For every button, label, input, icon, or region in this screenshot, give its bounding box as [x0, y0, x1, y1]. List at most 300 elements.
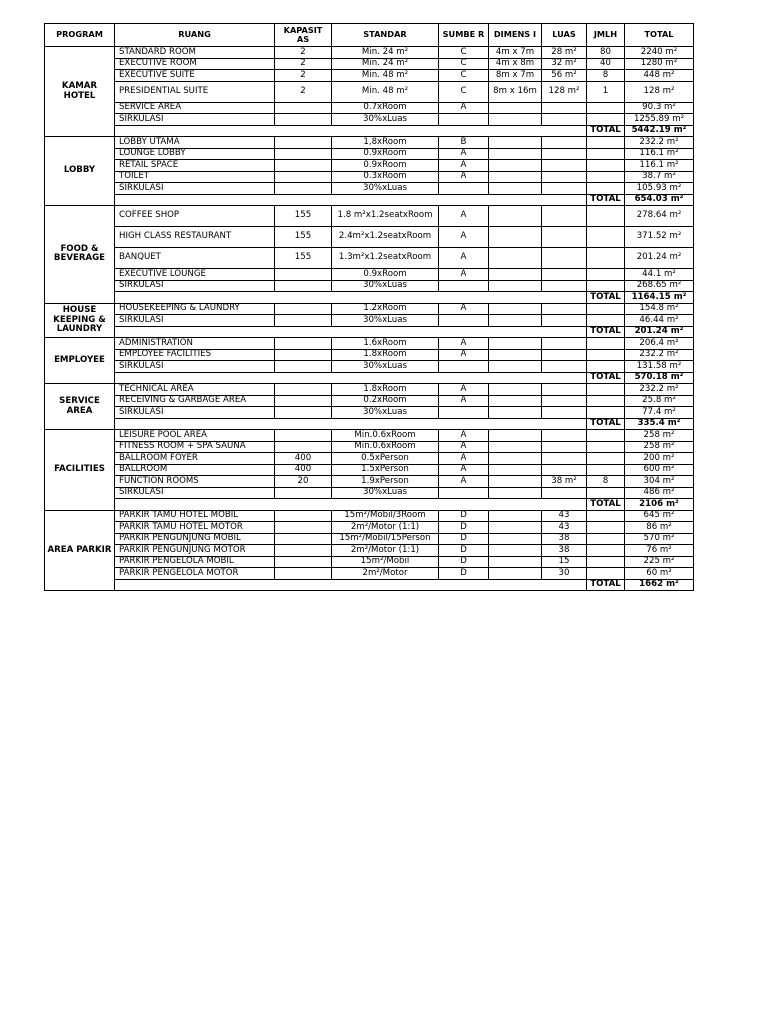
cell-kapasitas: [275, 171, 332, 183]
cell-luas: [542, 269, 587, 281]
cell-standar: 1.8xRoom: [332, 349, 439, 361]
cell-ruang: SERVICE AREA: [115, 102, 275, 114]
cell-standar: Min. 24 m²: [332, 58, 439, 70]
total-spacer: [115, 125, 587, 137]
cell-total: 201.24 m²: [625, 248, 694, 269]
cell-total: 304 m²: [625, 476, 694, 488]
cell-ruang: TOILET: [115, 171, 275, 183]
cell-sumber: A: [439, 349, 489, 361]
cell-jumlah: [587, 114, 625, 126]
cell-jumlah: [587, 430, 625, 442]
cell-ruang: BALLROOM FOYER: [115, 453, 275, 465]
cell-kapasitas: [275, 114, 332, 126]
cell-ruang: STANDARD ROOM: [115, 47, 275, 59]
cell-dimensi: [489, 171, 542, 183]
cell-ruang: EXECUTIVE LOUNGE: [115, 269, 275, 281]
cell-standar: 0.9xRoom: [332, 160, 439, 172]
cell-luas: [542, 349, 587, 361]
program-cell: SERVICE AREA: [45, 384, 115, 430]
table-row: [45, 70, 694, 82]
cell-luas: 30: [542, 568, 587, 580]
cell-jumlah: [587, 280, 625, 292]
group-total-row: [45, 372, 694, 384]
cell-dimensi: [489, 487, 542, 499]
table-row: [45, 441, 694, 453]
cell-kapasitas: [275, 395, 332, 407]
cell-standar: 0.5xPerson: [332, 453, 439, 465]
cell-standar: 30%xLuas: [332, 487, 439, 499]
cell-ruang: PARKIR PENGELOLA MOBIL: [115, 556, 275, 568]
table-row: [45, 568, 694, 580]
cell-sumber: D: [439, 510, 489, 522]
cell-standar: 1.3m²x1.2seatxRoom: [332, 248, 439, 269]
header-standar: STANDAR: [332, 24, 439, 47]
cell-standar: 0.9xRoom: [332, 148, 439, 160]
cell-dimensi: [489, 148, 542, 160]
cell-ruang: LOUNGE LOBBY: [115, 148, 275, 160]
cell-luas: [542, 114, 587, 126]
table-row: [45, 361, 694, 373]
cell-standar: 2.4m²x1.2seatxRoom: [332, 227, 439, 248]
cell-dimensi: [489, 522, 542, 534]
cell-sumber: [439, 487, 489, 499]
table-row: [45, 206, 694, 227]
cell-sumber: A: [439, 269, 489, 281]
cell-standar: 1.8 m²x1.2seatxRoom: [332, 206, 439, 227]
cell-standar: 2m²/Motor (1:1): [332, 545, 439, 557]
cell-dimensi: [489, 545, 542, 557]
table-row: [45, 476, 694, 488]
cell-dimensi: [489, 361, 542, 373]
group-total-row: [45, 579, 694, 591]
cell-kapasitas: [275, 407, 332, 419]
header-dimensi: DIMENS I: [489, 24, 542, 47]
table-row: [45, 160, 694, 172]
group-total-value: 1662 m²: [625, 579, 694, 591]
program-cell: LOBBY: [45, 137, 115, 206]
cell-kapasitas: [275, 137, 332, 149]
cell-standar: 30%xLuas: [332, 183, 439, 195]
cell-kapasitas: 2: [275, 70, 332, 82]
cell-dimensi: [489, 384, 542, 396]
group-total-row: [45, 292, 694, 304]
cell-luas: [542, 338, 587, 350]
cell-dimensi: [489, 441, 542, 453]
cell-total: 128 m²: [625, 81, 694, 102]
cell-kapasitas: 155: [275, 248, 332, 269]
cell-ruang: RECEIVING & GARBAGE AREA: [115, 395, 275, 407]
program-cell: EMPLOYEE: [45, 338, 115, 384]
cell-jumlah: [587, 441, 625, 453]
cell-jumlah: [587, 407, 625, 419]
cell-dimensi: [489, 568, 542, 580]
cell-sumber: [439, 280, 489, 292]
cell-dimensi: [489, 269, 542, 281]
cell-sumber: C: [439, 58, 489, 70]
cell-luas: [542, 395, 587, 407]
cell-kapasitas: 400: [275, 464, 332, 476]
group-total-row: [45, 125, 694, 137]
table-row: [45, 533, 694, 545]
cell-luas: [542, 384, 587, 396]
cell-luas: 38 m²: [542, 476, 587, 488]
cell-ruang: FITNESS ROOM + SPA SAUNA: [115, 441, 275, 453]
cell-total: 570 m²: [625, 533, 694, 545]
cell-jumlah: [587, 453, 625, 465]
cell-luas: 43: [542, 522, 587, 534]
cell-kapasitas: [275, 102, 332, 114]
cell-kapasitas: [275, 361, 332, 373]
cell-standar: 1.2xRoom: [332, 303, 439, 315]
cell-ruang: PRESIDENTIAL SUITE: [115, 81, 275, 102]
cell-kapasitas: 155: [275, 227, 332, 248]
cell-luas: [542, 171, 587, 183]
cell-standar: 0.3xRoom: [332, 171, 439, 183]
cell-ruang: BANQUET: [115, 248, 275, 269]
cell-jumlah: 40: [587, 58, 625, 70]
cell-kapasitas: [275, 349, 332, 361]
cell-kapasitas: 400: [275, 453, 332, 465]
cell-dimensi: [489, 556, 542, 568]
cell-sumber: A: [439, 227, 489, 248]
table-row: [45, 464, 694, 476]
cell-dimensi: [489, 183, 542, 195]
cell-total: 1280 m²: [625, 58, 694, 70]
cell-sumber: [439, 361, 489, 373]
program-cell: AREA PARKIR: [45, 510, 115, 591]
cell-dimensi: [489, 533, 542, 545]
table-row: [45, 556, 694, 568]
cell-sumber: D: [439, 545, 489, 557]
cell-sumber: A: [439, 476, 489, 488]
cell-ruang: SIRKULASI: [115, 361, 275, 373]
cell-dimensi: [489, 248, 542, 269]
cell-jumlah: 8: [587, 70, 625, 82]
cell-luas: [542, 248, 587, 269]
cell-jumlah: [587, 183, 625, 195]
cell-ruang: SIRKULASI: [115, 183, 275, 195]
cell-total: 645 m²: [625, 510, 694, 522]
cell-ruang: LOBBY UTAMA: [115, 137, 275, 149]
cell-ruang: SIRKULASI: [115, 114, 275, 126]
cell-total: 38.7 m²: [625, 171, 694, 183]
cell-luas: 56 m²: [542, 70, 587, 82]
table-row: [45, 137, 694, 149]
cell-dimensi: [489, 407, 542, 419]
cell-total: 448 m²: [625, 70, 694, 82]
cell-standar: 1.5xPerson: [332, 464, 439, 476]
cell-luas: [542, 453, 587, 465]
cell-sumber: [439, 407, 489, 419]
cell-sumber: C: [439, 47, 489, 59]
cell-dimensi: [489, 303, 542, 315]
cell-luas: [542, 464, 587, 476]
cell-sumber: [439, 315, 489, 327]
cell-luas: [542, 206, 587, 227]
cell-sumber: C: [439, 70, 489, 82]
table-row: [45, 47, 694, 59]
table-row: [45, 227, 694, 248]
total-spacer: [115, 326, 587, 338]
cell-jumlah: [587, 148, 625, 160]
total-spacer: [115, 372, 587, 384]
cell-sumber: [439, 183, 489, 195]
cell-dimensi: [489, 102, 542, 114]
space-program-table: [44, 23, 694, 591]
cell-total: 154.8 m²: [625, 303, 694, 315]
cell-dimensi: [489, 510, 542, 522]
cell-standar: 2m²/Motor: [332, 568, 439, 580]
cell-dimensi: [489, 476, 542, 488]
cell-luas: [542, 137, 587, 149]
cell-luas: 38: [542, 533, 587, 545]
cell-ruang: TECHNICAL AREA: [115, 384, 275, 396]
cell-luas: [542, 487, 587, 499]
cell-standar: 2m²/Motor (1:1): [332, 522, 439, 534]
cell-kapasitas: [275, 533, 332, 545]
cell-total: 371.52 m²: [625, 227, 694, 248]
total-spacer: [115, 418, 587, 430]
group-total-row: [45, 326, 694, 338]
cell-total: 116.1 m²: [625, 160, 694, 172]
cell-sumber: A: [439, 441, 489, 453]
cell-jumlah: [587, 248, 625, 269]
cell-luas: 128 m²: [542, 81, 587, 102]
cell-dimensi: [489, 338, 542, 350]
cell-kapasitas: [275, 303, 332, 315]
total-spacer: [115, 579, 587, 591]
cell-ruang: ADMINISTRATION: [115, 338, 275, 350]
cell-total: 105.93 m²: [625, 183, 694, 195]
cell-ruang: SIRKULASI: [115, 315, 275, 327]
header-luas: LUAS: [542, 24, 587, 47]
cell-sumber: A: [439, 453, 489, 465]
total-spacer: [115, 194, 587, 206]
cell-kapasitas: [275, 148, 332, 160]
total-spacer: [115, 292, 587, 304]
cell-sumber: A: [439, 384, 489, 396]
cell-jumlah: [587, 303, 625, 315]
cell-jumlah: [587, 269, 625, 281]
cell-ruang: PARKIR TAMU HOTEL MOBIL: [115, 510, 275, 522]
cell-total: 76 m²: [625, 545, 694, 557]
group-total-row: [45, 194, 694, 206]
cell-ruang: PARKIR PENGUNJUNG MOBIL: [115, 533, 275, 545]
cell-jumlah: [587, 545, 625, 557]
cell-total: 232.2 m²: [625, 349, 694, 361]
table-row: [45, 349, 694, 361]
cell-ruang: HOUSEKEEPING & LAUNDRY: [115, 303, 275, 315]
cell-standar: Min.0.6xRoom: [332, 430, 439, 442]
table-row: [45, 407, 694, 419]
cell-total: 232.2 m²: [625, 384, 694, 396]
cell-ruang: BALLROOM: [115, 464, 275, 476]
cell-ruang: COFFEE SHOP: [115, 206, 275, 227]
cell-dimensi: 8m x 16m: [489, 81, 542, 102]
table-row: [45, 102, 694, 114]
cell-jumlah: [587, 137, 625, 149]
header-row: [45, 24, 694, 47]
cell-total: 278.64 m²: [625, 206, 694, 227]
cell-ruang: PARKIR TAMU HOTEL MOTOR: [115, 522, 275, 534]
cell-dimensi: [489, 430, 542, 442]
total-label: TOTAL: [587, 125, 625, 137]
cell-kapasitas: [275, 338, 332, 350]
cell-jumlah: [587, 464, 625, 476]
cell-luas: [542, 280, 587, 292]
cell-jumlah: [587, 568, 625, 580]
cell-standar: 1.6xRoom: [332, 338, 439, 350]
group-total-row: [45, 499, 694, 511]
cell-kapasitas: [275, 545, 332, 557]
total-label: TOTAL: [587, 326, 625, 338]
table-row: [45, 183, 694, 195]
cell-dimensi: 4m x 8m: [489, 58, 542, 70]
cell-kapasitas: 155: [275, 206, 332, 227]
cell-jumlah: 8: [587, 476, 625, 488]
cell-kapasitas: [275, 510, 332, 522]
table-row: [45, 338, 694, 350]
cell-standar: 15m²/Mobil/15Person: [332, 533, 439, 545]
cell-luas: [542, 430, 587, 442]
cell-standar: 15m²/Mobil: [332, 556, 439, 568]
cell-total: 206.4 m²: [625, 338, 694, 350]
cell-luas: [542, 148, 587, 160]
group-total-value: 2106 m²: [625, 499, 694, 511]
cell-dimensi: [489, 206, 542, 227]
cell-luas: 43: [542, 510, 587, 522]
table-row: [45, 248, 694, 269]
cell-luas: 32 m²: [542, 58, 587, 70]
cell-jumlah: [587, 533, 625, 545]
cell-luas: [542, 303, 587, 315]
cell-luas: 15: [542, 556, 587, 568]
table-row: [45, 148, 694, 160]
table-row: [45, 395, 694, 407]
total-label: TOTAL: [587, 292, 625, 304]
cell-standar: Min.0.6xRoom: [332, 441, 439, 453]
cell-luas: [542, 315, 587, 327]
cell-total: 44.1 m²: [625, 269, 694, 281]
cell-sumber: D: [439, 522, 489, 534]
cell-kapasitas: [275, 522, 332, 534]
cell-standar: 1.9xPerson: [332, 476, 439, 488]
cell-sumber: D: [439, 556, 489, 568]
cell-kapasitas: [275, 183, 332, 195]
cell-sumber: A: [439, 160, 489, 172]
cell-sumber: A: [439, 430, 489, 442]
cell-kapasitas: [275, 384, 332, 396]
cell-jumlah: [587, 349, 625, 361]
group-total-value: 201.24 m²: [625, 326, 694, 338]
cell-standar: 30%xLuas: [332, 361, 439, 373]
cell-standar: 0.7xRoom: [332, 102, 439, 114]
group-total-value: 5442.19 m²: [625, 125, 694, 137]
cell-jumlah: [587, 171, 625, 183]
cell-jumlah: [587, 338, 625, 350]
cell-ruang: SIRKULASI: [115, 487, 275, 499]
cell-dimensi: [489, 464, 542, 476]
cell-kapasitas: [275, 487, 332, 499]
header-sumber: SUMBE R: [439, 24, 489, 47]
total-spacer: [115, 499, 587, 511]
cell-jumlah: [587, 206, 625, 227]
cell-kapasitas: 2: [275, 81, 332, 102]
cell-ruang: EXECUTIVE SUITE: [115, 70, 275, 82]
cell-total: 268.65 m²: [625, 280, 694, 292]
cell-luas: 28 m²: [542, 47, 587, 59]
cell-total: 225 m²: [625, 556, 694, 568]
group-total-value: 570.18 m²: [625, 372, 694, 384]
cell-dimensi: [489, 395, 542, 407]
cell-total: 77.4 m²: [625, 407, 694, 419]
cell-jumlah: [587, 522, 625, 534]
cell-luas: [542, 102, 587, 114]
group-total-row: [45, 418, 694, 430]
cell-sumber: [439, 114, 489, 126]
table-row: [45, 487, 694, 499]
table-row: [45, 303, 694, 315]
cell-standar: 30%xLuas: [332, 114, 439, 126]
cell-sumber: A: [439, 148, 489, 160]
cell-luas: [542, 160, 587, 172]
table-row: [45, 545, 694, 557]
cell-luas: 38: [542, 545, 587, 557]
cell-total: 90.3 m²: [625, 102, 694, 114]
cell-jumlah: 80: [587, 47, 625, 59]
cell-total: 258 m²: [625, 441, 694, 453]
cell-sumber: A: [439, 464, 489, 476]
table-row: [45, 58, 694, 70]
cell-standar: 30%xLuas: [332, 280, 439, 292]
cell-sumber: A: [439, 102, 489, 114]
cell-kapasitas: 2: [275, 58, 332, 70]
table-row: [45, 430, 694, 442]
cell-dimensi: 8m x 7m: [489, 70, 542, 82]
cell-dimensi: [489, 160, 542, 172]
header-kapasitas: KAPASIT AS: [275, 24, 332, 47]
cell-dimensi: [489, 280, 542, 292]
table-row: [45, 453, 694, 465]
program-cell: KAMAR HOTEL: [45, 47, 115, 137]
cell-ruang: HIGH CLASS RESTAURANT: [115, 227, 275, 248]
cell-kapasitas: [275, 430, 332, 442]
cell-total: 200 m²: [625, 453, 694, 465]
cell-jumlah: [587, 227, 625, 248]
cell-ruang: RETAIL SPACE: [115, 160, 275, 172]
program-cell: FOOD & BEVERAGE: [45, 206, 115, 304]
table-row: [45, 384, 694, 396]
table-row: [45, 522, 694, 534]
header-ruang: RUANG: [115, 24, 275, 47]
cell-total: 232.2 m²: [625, 137, 694, 149]
cell-total: 46.44 m²: [625, 315, 694, 327]
cell-jumlah: [587, 556, 625, 568]
header-total: TOTAL: [625, 24, 694, 47]
cell-kapasitas: [275, 568, 332, 580]
cell-dimensi: [489, 114, 542, 126]
cell-ruang: EXECUTIVE ROOM: [115, 58, 275, 70]
cell-kapasitas: [275, 315, 332, 327]
table-row: [45, 510, 694, 522]
cell-kapasitas: [275, 160, 332, 172]
cell-standar: Min. 48 m²: [332, 70, 439, 82]
cell-standar: 0.9xRoom: [332, 269, 439, 281]
cell-sumber: B: [439, 137, 489, 149]
cell-ruang: LEISURE POOL AREA: [115, 430, 275, 442]
group-total-value: 654.03 m²: [625, 194, 694, 206]
table-row: [45, 315, 694, 327]
